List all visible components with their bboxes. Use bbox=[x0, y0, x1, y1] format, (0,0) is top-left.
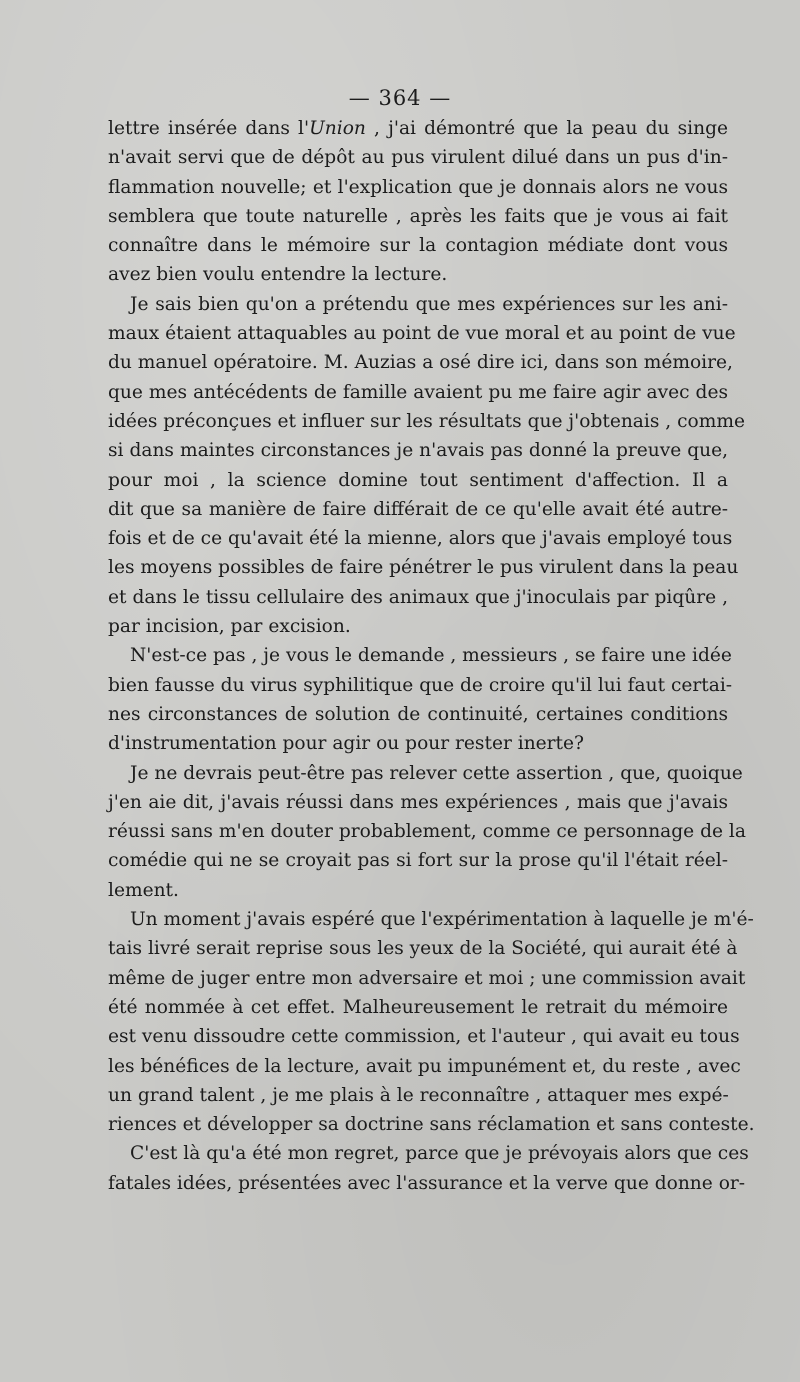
text-line: flammation nouvelle; et l'explication que je donnais alors ne vous bbox=[108, 176, 728, 198]
text-line: semblera que toute naturelle , après les faits que je vous ai fait bbox=[108, 205, 728, 227]
paragraph bbox=[108, 641, 733, 758]
text-line: les bénéfices de la lecture, avait pu impunément et, du reste , avec bbox=[108, 1055, 741, 1077]
text-line: tais livré serait reprise sous les yeux de la Société, qui aurait été à bbox=[108, 938, 738, 960]
text-line: réussi sans m'en douter probablement, comme ce personnage de la bbox=[108, 821, 746, 843]
text-line: riences et développer sa doctrine sans réclamation et sans conteste. bbox=[108, 1114, 755, 1136]
text-line: N'est-ce pas , je vous le demande , messieurs , se faire une idée bbox=[130, 645, 732, 667]
journal-title: Union bbox=[309, 118, 366, 139]
body-text bbox=[108, 114, 755, 1198]
text-line: nes circonstances de solution de continuité, certaines conditions bbox=[108, 703, 728, 725]
text-line: Je ne devrais peut-être pas relever cette assertion , que, quoique bbox=[130, 762, 743, 784]
text-line: n'avait servi que de dépôt au pus virulent dilué dans un pus d'in- bbox=[108, 147, 728, 169]
text-line: est venu dissoudre cette commission, et l'auteur , qui avait eu tous bbox=[108, 1026, 740, 1048]
text-line: du manuel opératoire. M. Auzias a osé dire ici, dans son mémoire, bbox=[108, 352, 733, 374]
text-line: Un moment j'avais espéré que l'expérimentation à laquelle je m'é- bbox=[130, 909, 754, 931]
text-line: idées préconçues et influer sur les résultats que j'obtenais , comme bbox=[108, 410, 745, 432]
paragraph bbox=[108, 114, 728, 290]
text-line: par incision, par excision. bbox=[108, 616, 351, 638]
text-line: fois et de ce qu'avait été la mienne, alors que j'avais employé tous bbox=[108, 528, 733, 550]
paragraph bbox=[108, 290, 745, 642]
text-line: et dans le tissu cellulaire des animaux que j'inoculais par piqûre , bbox=[108, 586, 728, 608]
text-line: fatales idées, présentées avec l'assurance et la verve que donne or- bbox=[108, 1172, 746, 1194]
text-line: maux étaient attaquables au point de vue moral et au point de vue bbox=[108, 323, 736, 345]
text-line: que mes antécédents de famille avaient pu me faire agir avec des bbox=[108, 381, 728, 403]
text-line: pour moi , la science domine tout sentiment d'affection. Il a bbox=[108, 469, 728, 491]
text-line: si dans maintes circonstances je n'avais pas donné la preuve que, bbox=[108, 440, 728, 462]
text-line: comédie qui ne se croyait pas si fort sur la prose qu'il l'était réel- bbox=[108, 850, 728, 872]
text-line: même de juger entre mon adversaire et moi ; une commission avait bbox=[108, 967, 746, 989]
text-line: C'est là qu'a été mon regret, parce que je prévoyais alors que ces bbox=[130, 1143, 749, 1165]
text-line: avez bien voulu entendre la lecture. bbox=[108, 264, 448, 286]
paragraph bbox=[108, 759, 746, 905]
text-line: connaître dans le mémoire sur la contagion médiate dont vous bbox=[108, 235, 728, 257]
text-line: les moyens possibles de faire pénétrer le pus virulent dans la peau bbox=[108, 557, 739, 579]
text-line: bien fausse du virus syphilitique que de croire qu'il lui faut certai- bbox=[108, 674, 733, 696]
paragraph bbox=[108, 905, 755, 1139]
text-line: Je sais bien qu'on a prétendu que mes expériences sur les ani- bbox=[130, 293, 728, 315]
paragraph bbox=[108, 1139, 749, 1198]
page-number: — 364 — bbox=[348, 86, 452, 110]
text-line: été nommée à cet effet. Malheureusement le retrait du mémoire bbox=[108, 996, 728, 1018]
text-line: j'en aie dit, j'avais réussi dans mes expériences , mais que j'avais bbox=[108, 791, 728, 813]
text-line: lement. bbox=[108, 879, 179, 901]
text-line: dit que sa manière de faire différait de ce qu'elle avait été autre- bbox=[108, 498, 728, 520]
text-line: d'instrumentation pour agir ou pour rester inerte? bbox=[108, 733, 585, 755]
text-line: un grand talent , je me plais à le reconnaître , attaquer mes expé- bbox=[108, 1084, 729, 1106]
text-line: lettre insérée dans l'Union , j'ai démontré que la peau du singe bbox=[108, 118, 728, 139]
